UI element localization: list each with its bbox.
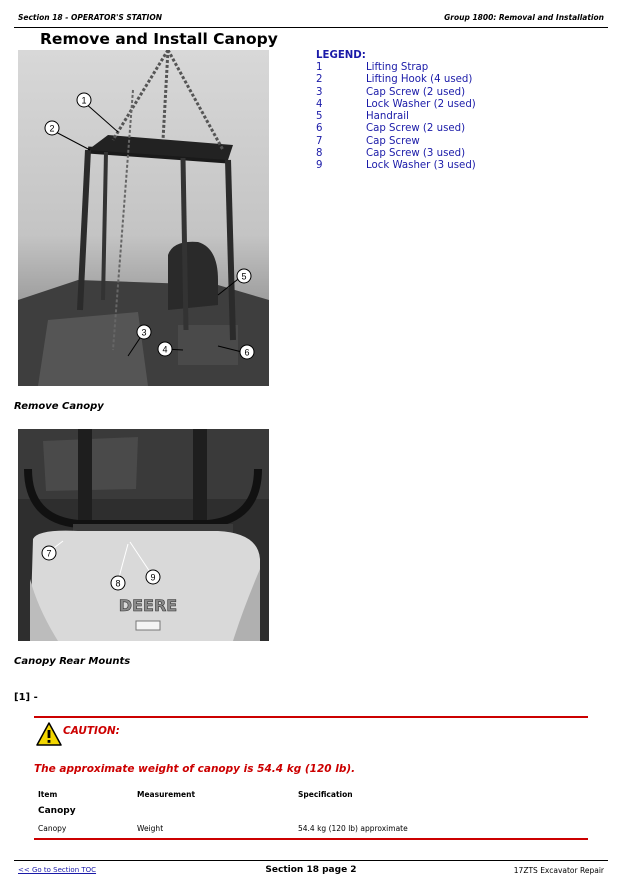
legend-item: 2 Lifting Hook (4 used) [316, 74, 473, 86]
callout-6 [240, 345, 254, 359]
header-specification: Specification [298, 790, 353, 799]
svg-text:3: 3 [141, 327, 147, 338]
figure1-caption: Remove Canopy [14, 401, 104, 412]
cell-item: Canopy [38, 824, 67, 833]
canopy-lift-photo [18, 50, 269, 386]
legend-item: 4 Lock Washer (2 used) [316, 98, 476, 110]
warning-triangle-icon [36, 722, 62, 746]
legend-item: 7 Cap Screw [316, 135, 420, 147]
page-title: Remove and Install Canopy [40, 30, 278, 48]
callout-9 [146, 570, 160, 584]
legend-item: 6 Cap Screw (2 used) [316, 123, 466, 135]
page-number: Section 18 page 2 [265, 865, 357, 875]
callout-1 [77, 93, 91, 107]
document-title: 17ZTS Excavator Repair [513, 866, 604, 875]
svg-text:5: 5 [241, 271, 247, 282]
cell-measurement: Weight [137, 824, 164, 833]
spec-group-label: Canopy [38, 806, 76, 816]
header-item: Item [38, 790, 58, 799]
rear-mounts-photo [18, 429, 269, 641]
svg-text:6: 6 [244, 347, 250, 358]
callout-4 [158, 342, 172, 356]
footer-divider [14, 860, 608, 861]
header-measurement: Measurement [137, 790, 196, 799]
svg-text:7: 7 [46, 548, 52, 559]
legend [316, 50, 536, 173]
callout-7 [42, 546, 56, 560]
caution-text: The approximate weight of canopy is 54.4 kg (120 lb). [34, 763, 356, 775]
step-number: [1] - [14, 692, 38, 703]
figure2-caption: Canopy Rear Mounts [14, 656, 131, 667]
header-divider [14, 27, 608, 28]
svg-text:4: 4 [162, 344, 168, 355]
callout-2 [45, 121, 59, 135]
svg-text:8: 8 [115, 578, 121, 589]
svg-text:1: 1 [81, 95, 87, 106]
callout-3 [137, 325, 151, 339]
svg-text:9: 9 [150, 572, 156, 583]
legend-item: 5 Handrail [316, 111, 409, 123]
page-header [18, 13, 604, 27]
table-row [38, 824, 588, 838]
legend-item: 1 Lifting Strap [316, 62, 429, 73]
section-title: Section 18 - OPERATOR'S STATION [18, 13, 162, 22]
section-toc-link[interactable]: << Go to Section TOC [18, 866, 97, 874]
callout-5 [237, 269, 251, 283]
spec-table [38, 790, 588, 838]
caution-header [36, 722, 336, 750]
legend-item: 8 Cap Screw (3 used) [316, 148, 466, 160]
caution-label: CAUTION: [63, 725, 120, 737]
caution-bottom-rule [34, 838, 588, 840]
callout-8 [111, 576, 125, 590]
caution-top-rule [34, 716, 588, 718]
svg-text:2: 2 [49, 123, 55, 134]
group-title: Group 1800: Removal and Installation [444, 13, 604, 22]
spec-table-header [38, 790, 588, 804]
legend-item: 3 Cap Screw (2 used) [316, 86, 466, 98]
cell-specification: 54.4 kg (120 lb) approximate [298, 824, 408, 833]
legend-title: LEGEND: [316, 50, 366, 61]
legend-item: 9 Lock Washer (3 used) [316, 160, 476, 172]
deere-brand-text: DEERE [118, 596, 178, 615]
